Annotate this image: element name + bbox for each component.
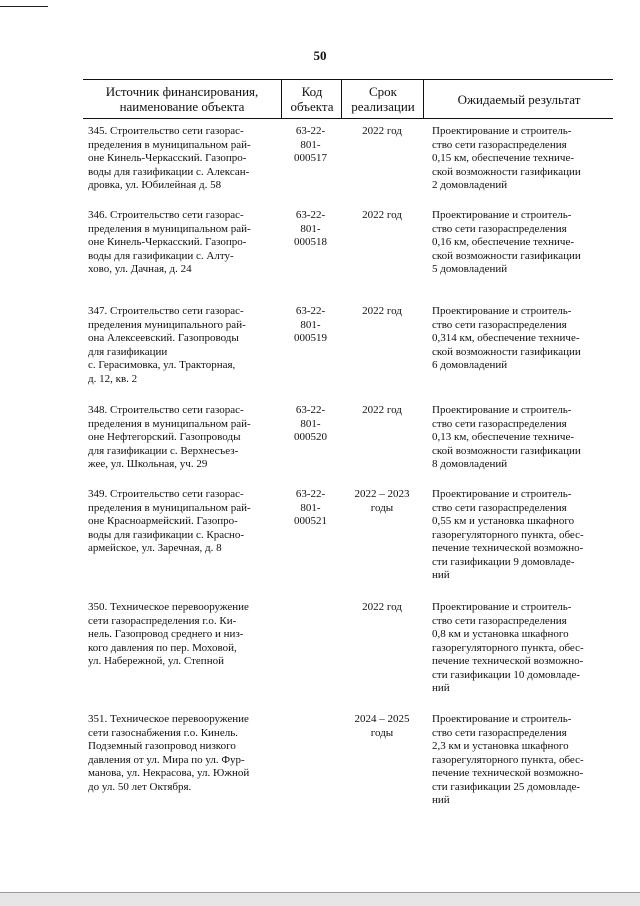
row-346-result: Проектирование и строитель- ство сети газораспределения 0,16 км, обеспечение техниче- ской возможности газификации 5 домовладений (432, 209, 581, 275)
row-347-code: 63-22- 801- 000519 (294, 305, 327, 344)
header-term: Срок реализации (341, 80, 424, 118)
row-351-source: 351. Техническое перевооружение сети газоснабжения г.о. Кинель. Подземный газопровод низкого давления от ул. Мира по ул. Фур- манова, ул. Некрасова, ул. Южной до ул. 50 лет Октября. (88, 713, 250, 793)
header-code: Код объекта (281, 80, 342, 118)
scan-corner-mark (0, 6, 48, 7)
table-header (83, 79, 613, 119)
row-345-code: 63-22- 801- 000517 (294, 125, 327, 164)
row-349-source: 349. Строительство сети газорас- пределения в муниципальном рай- оне Красноармейский. Газопро- воды для газификации с. Красно- армейское, ул. Заречная, д. 8 (88, 488, 251, 554)
row-346-code: 63-22- 801- 000518 (294, 209, 327, 248)
scan-bottom-edge (0, 892, 640, 906)
row-350-source: 350. Техническое перевооружение сети газораспределения г.о. Ки- нель. Газопровод среднего и низ- кого давления по пер. Моховой, ул. Набережной, ул. Степной (88, 601, 249, 667)
page-number: 50 (313, 48, 327, 63)
row-347-term: 2022 год (362, 305, 402, 317)
header-result: Ожидаемый результат (423, 80, 614, 118)
row-347-source: 347. Строительство сети газорас- пределения муниципального рай- она Алексеевский. Газопроводы для газификации с. Герасимовка, ул. Тракторная, д. 12, кв. 2 (88, 305, 246, 385)
row-349-code: 63-22- 801- 000521 (294, 488, 327, 527)
row-347-result: Проектирование и строитель- ство сети газораспределения 0,314 км, обеспечение техниче- ской возможности газификации 6 домовладений (432, 305, 581, 371)
row-345-term: 2022 год (362, 125, 402, 137)
row-348-result: Проектирование и строитель- ство сети газораспределения 0,13 км, обеспечение техниче- ской возможности газификации 8 домовладений (432, 404, 581, 470)
row-350-term: 2022 год (362, 601, 402, 613)
header-source: Источник финансирования, наименование объекта (105, 84, 259, 114)
row-349-term: 2022 – 2023 годы (354, 488, 410, 514)
row-349-result: Проектирование и строитель- ство сети газораспределения 0,55 км и установка шкафного газорегуляторного пункта, обес- печение технической возможно- сти газификации 9 домовладе- ний (432, 488, 584, 581)
row-350-result: Проектирование и строитель- ство сети газораспределения 0,8 км и установка шкафного газорегуляторного пункта, обес- печение технической возможно- сти газификации 10 домовладе- ний (432, 601, 584, 694)
row-348-term: 2022 год (362, 404, 402, 416)
row-348-code: 63-22- 801- 000520 (294, 404, 327, 443)
row-351-term: 2024 – 2025 годы (354, 713, 410, 739)
row-345-source: 345. Строительство сети газорас- пределения в муниципальном рай- оне Кинель-Черкасский. Газопро- воды для газификации с. Алексан- дровка, ул. Юбилейная д. 58 (88, 125, 251, 191)
row-351-result: Проектирование и строитель- ство сети газораспределения 2,3 км и установка шкафного газорегуляторного пункта, обес- печение технической возможно- сти газификации 25 домовладе- ний (432, 713, 584, 806)
row-348-source: 348. Строительство сети газорас- пределения в муниципальном рай- оне Нефтегорский. Газопроводы для газификации с. Верхнесъез- жее, ул. Школьная, уч. 29 (88, 404, 251, 470)
row-346-source: 346. Строительство сети газорас- пределения в муниципальном рай- оне Кинель-Черкасский. Газопро- воды для газификации с. Алту- хово, ул. Дачная, д. 24 (88, 209, 251, 275)
row-345-result: Проектирование и строитель- ство сети газораспределения 0,15 км, обеспечение техниче- ской возможности газификации 2 домовладений (432, 125, 581, 191)
row-346-term: 2022 год (362, 209, 402, 221)
